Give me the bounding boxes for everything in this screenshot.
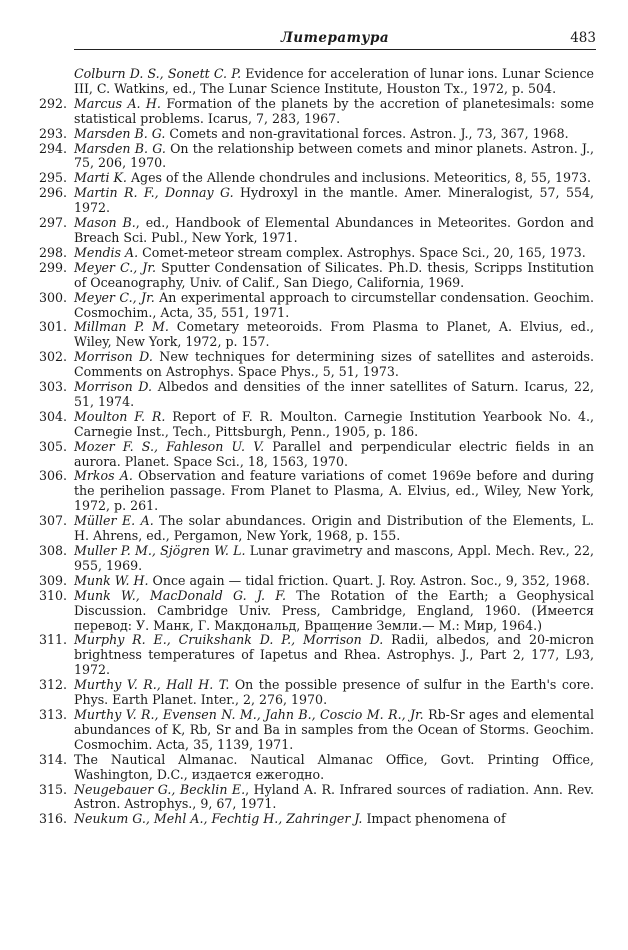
reference-text: Cometary meteoroids. From Plasma to Planet, A. Elvius, ed., Wiley, New York, 1972, p. 157. [74, 319, 594, 350]
reference-entry [34, 514, 594, 544]
reference-authors: Murthy V. R., Hall H. T. [74, 677, 230, 693]
reference-entry [34, 708, 594, 753]
reference-authors: Neugebauer G., Becklin E. [74, 781, 246, 797]
reference-authors: Neukum G., Mehl A., Fechtig H., Zahringer J. [74, 811, 363, 827]
reference-authors: Mrkos A. [74, 468, 133, 484]
reference-entry [34, 291, 594, 321]
reference-authors: Muller P. M., Sjögren W. L. [74, 543, 246, 558]
reference-number: 305. [38, 438, 67, 454]
reference-entry [34, 216, 594, 246]
reference-number: 296. [38, 185, 67, 201]
reference-entry [34, 320, 594, 350]
reference-text: On the possible presence of sulfur in the Earth's core. Phys. Earth Planet. Inter., 2, 276, 1970. [74, 677, 595, 708]
reference-text: Sputter Condensation of Silicates. Ph.D. thesis, Scripps Institution of Oceanography, Univ. of Calif., San Diego, California, 1969. [74, 259, 594, 290]
reference-entry [34, 469, 594, 514]
reference-number: 293. [38, 125, 67, 141]
reference-entry [34, 97, 594, 127]
reference-authors: Müller E. A. [74, 513, 154, 529]
reference-number: 303. [38, 379, 67, 395]
reference-entry [34, 67, 594, 97]
reference-number: 295. [38, 170, 67, 186]
reference-authors: Marsden B. G. [74, 140, 166, 156]
reference-number: 307. [38, 513, 67, 529]
reference-text: Ages of the Allende chondrules and inclusions. Meteoritics, 8, 55, 1973. [126, 170, 591, 186]
reference-number: 300. [38, 289, 67, 305]
reference-text: Lunar gravimetry and mascons, Appl. Mech. Rev., 22, 955, 1969. [74, 543, 594, 573]
reference-text: On the relationship between comets and minor planets. Astron. J., 75, 206, 1970. [74, 140, 595, 171]
reference-authors: Colburn D. S., Sonett C. P. [74, 66, 242, 81]
reference-authors: Marsden B. G. [74, 125, 166, 141]
page-number: 483 [570, 30, 596, 46]
reference-authors: Morrison D. [74, 379, 153, 395]
reference-list [34, 67, 594, 827]
reference-entry [34, 440, 594, 470]
reference-authors: Marcus A. H. [74, 95, 161, 111]
reference-text: Report of F. R. Moulton. Carnegie Institution Yearbook No. 4., Carnegie Inst., Tech., Pittsburgh, Penn., 1905, p. 186. [74, 408, 594, 439]
reference-authors: Mendis A. [74, 244, 139, 260]
reference-number: 304. [38, 408, 67, 424]
reference-number: 315. [38, 781, 67, 797]
reference-authors: Munk W. H. [74, 572, 149, 588]
reference-entry [34, 380, 594, 410]
reference-entry [34, 783, 594, 813]
reference-number: 297. [38, 215, 67, 231]
reference-text: , Hyland A. R. Infrared sources of radiation. Ann. Rev. Astron. Astrophys., 9, 67, 1971. [74, 781, 594, 812]
reference-number: 310. [38, 587, 67, 603]
reference-entry [34, 350, 594, 380]
reference-number: 299. [38, 259, 67, 275]
reference-entry [34, 410, 594, 440]
reference-entry [34, 574, 594, 589]
reference-entry [34, 127, 594, 142]
reference-text: Albedos and densities of the inner satellites of Saturn. Icarus, 22, 51, 1974. [74, 379, 594, 409]
reference-authors: Mason B. [74, 215, 136, 231]
reference-number: 298. [38, 244, 67, 260]
reference-entry [34, 186, 594, 216]
reference-text: Formation of the planets by the accretion of planetesimals: some statistical problems. Icarus, 7, 283, 1967. [74, 95, 594, 126]
reference-entry [34, 589, 594, 634]
reference-entry [34, 261, 594, 291]
reference-authors: Murthy V. R., Evensen N. M., Jahn B., Coscio M. R., Jr. [74, 706, 424, 722]
running-title: Литература [280, 30, 390, 46]
reference-text: New techniques for determining sizes of satellites and asteroids. Comments on Astrophys. Space Phys., 5, 51, 1973. [74, 349, 594, 380]
reference-authors: Marti K. [74, 170, 127, 186]
reference-number: 316. [38, 811, 67, 827]
reference-text: Parallel and perpendicular electric fields in an aurora. Planet. Space Sci., 18, 1563, 1970. [74, 438, 595, 469]
reference-text: Once again — tidal friction. Quart. J. Roy. Astron. Soc., 9, 352, 1968. [148, 572, 590, 588]
reference-authors: Munk W., MacDonald G. J. F. [74, 587, 286, 603]
reference-number: 306. [38, 468, 67, 484]
reference-number: 312. [38, 677, 67, 693]
reference-text: An experimental approach to circumstellar condensation. Geochim. Cosmochim., Acta, 35, 551, 1971. [74, 289, 594, 320]
reference-authors: Millman P. M. [74, 319, 169, 335]
reference-number: 314. [38, 751, 67, 767]
reference-number: 308. [38, 543, 67, 558]
reference-number: 294. [38, 140, 67, 156]
reference-text: Hydroxyl in the mantle. Amer. Mineralogist, 57, 554, 1972. [74, 185, 594, 216]
reference-entry [34, 753, 594, 783]
reference-authors: Morrison D. [74, 349, 153, 365]
reference-authors: Martin R. F., Donnay G. [74, 185, 234, 201]
reference-text: Radii, albedos, and 20-micron brightness temperatures of Iapetus and Rhea. Astrophys. J., Part 2, 177, L93, 1972. [74, 632, 594, 678]
reference-text: Evidence for acceleration of lunar ions. Lunar Science III, C. Watkins, ed., The Lunar Science Institute, Houston Tx., 1972, p. 504. [74, 66, 594, 96]
reference-entry [34, 171, 594, 186]
reference-number: 302. [38, 349, 67, 365]
reference-authors: Murphy R. E., Cruikshank D. P., Morrison D. [74, 632, 384, 648]
reference-text: Comets and non-gravitational forces. Astron. J., 73, 367, 1968. [165, 125, 569, 141]
reference-number: 292. [38, 95, 67, 111]
reference-text: The solar abundances. Origin and Distribution of the Elements, L. H. Ahrens, ed., Pergamon, New York, 1968, p. 155. [74, 513, 594, 544]
reference-entry [34, 812, 594, 827]
reference-entry [34, 633, 594, 678]
reference-entry [34, 678, 594, 708]
reference-text: Rb-Sr ages and elemental abundances of K, Rb, Sr and Ba in samples from the Ocean of Storms. Geochim. Cosmochim. Acta, 35, 1139, 1971. [74, 706, 594, 752]
reference-text: Impact phenomena of [362, 811, 506, 827]
reference-authors: Meyer C., Jr. [74, 259, 156, 275]
reference-text: The Nautical Almanac. Nautical Almanac Office, Govt. Printing Office, Washington, D.C., издается ежегодно. [74, 751, 594, 782]
reference-number: 313. [38, 706, 67, 722]
reference-authors: Mozer F. S., Fahleson U. V. [74, 438, 265, 454]
reference-entry [34, 246, 594, 261]
reference-authors: Meyer C., Jr. [74, 289, 155, 305]
reference-number: 309. [38, 572, 67, 588]
reference-text: The Rotation of the Earth; a Geophysical Discussion. Cambridge Univ. Press, Cambridge, England, 1960. (Имеется перевод: У. Манк, Г. Макдональд, Вращение Земли.— М.: Мир, 1964.) [74, 587, 594, 633]
reference-number: 301. [38, 319, 67, 335]
page-header [74, 27, 596, 50]
reference-number: 311. [38, 632, 67, 648]
reference-text: Observation and feature variations of comet 1969e before and during the perihelion passage. From Planet to Plasma, A. Elvius, ed., Wiley, New York, 1972, p. 261. [74, 468, 594, 514]
reference-entry [34, 544, 594, 574]
reference-text: Comet-meteor stream complex. Astrophys. Space Sci., 20, 165, 1973. [138, 244, 586, 260]
reference-entry [34, 142, 594, 172]
reference-authors: Moulton F. R. [74, 408, 166, 424]
reference-text: , ed., Handbook of Elemental Abundances in Meteorites. Gordon and Breach Sci. Publ., New York, 1971. [74, 215, 594, 245]
